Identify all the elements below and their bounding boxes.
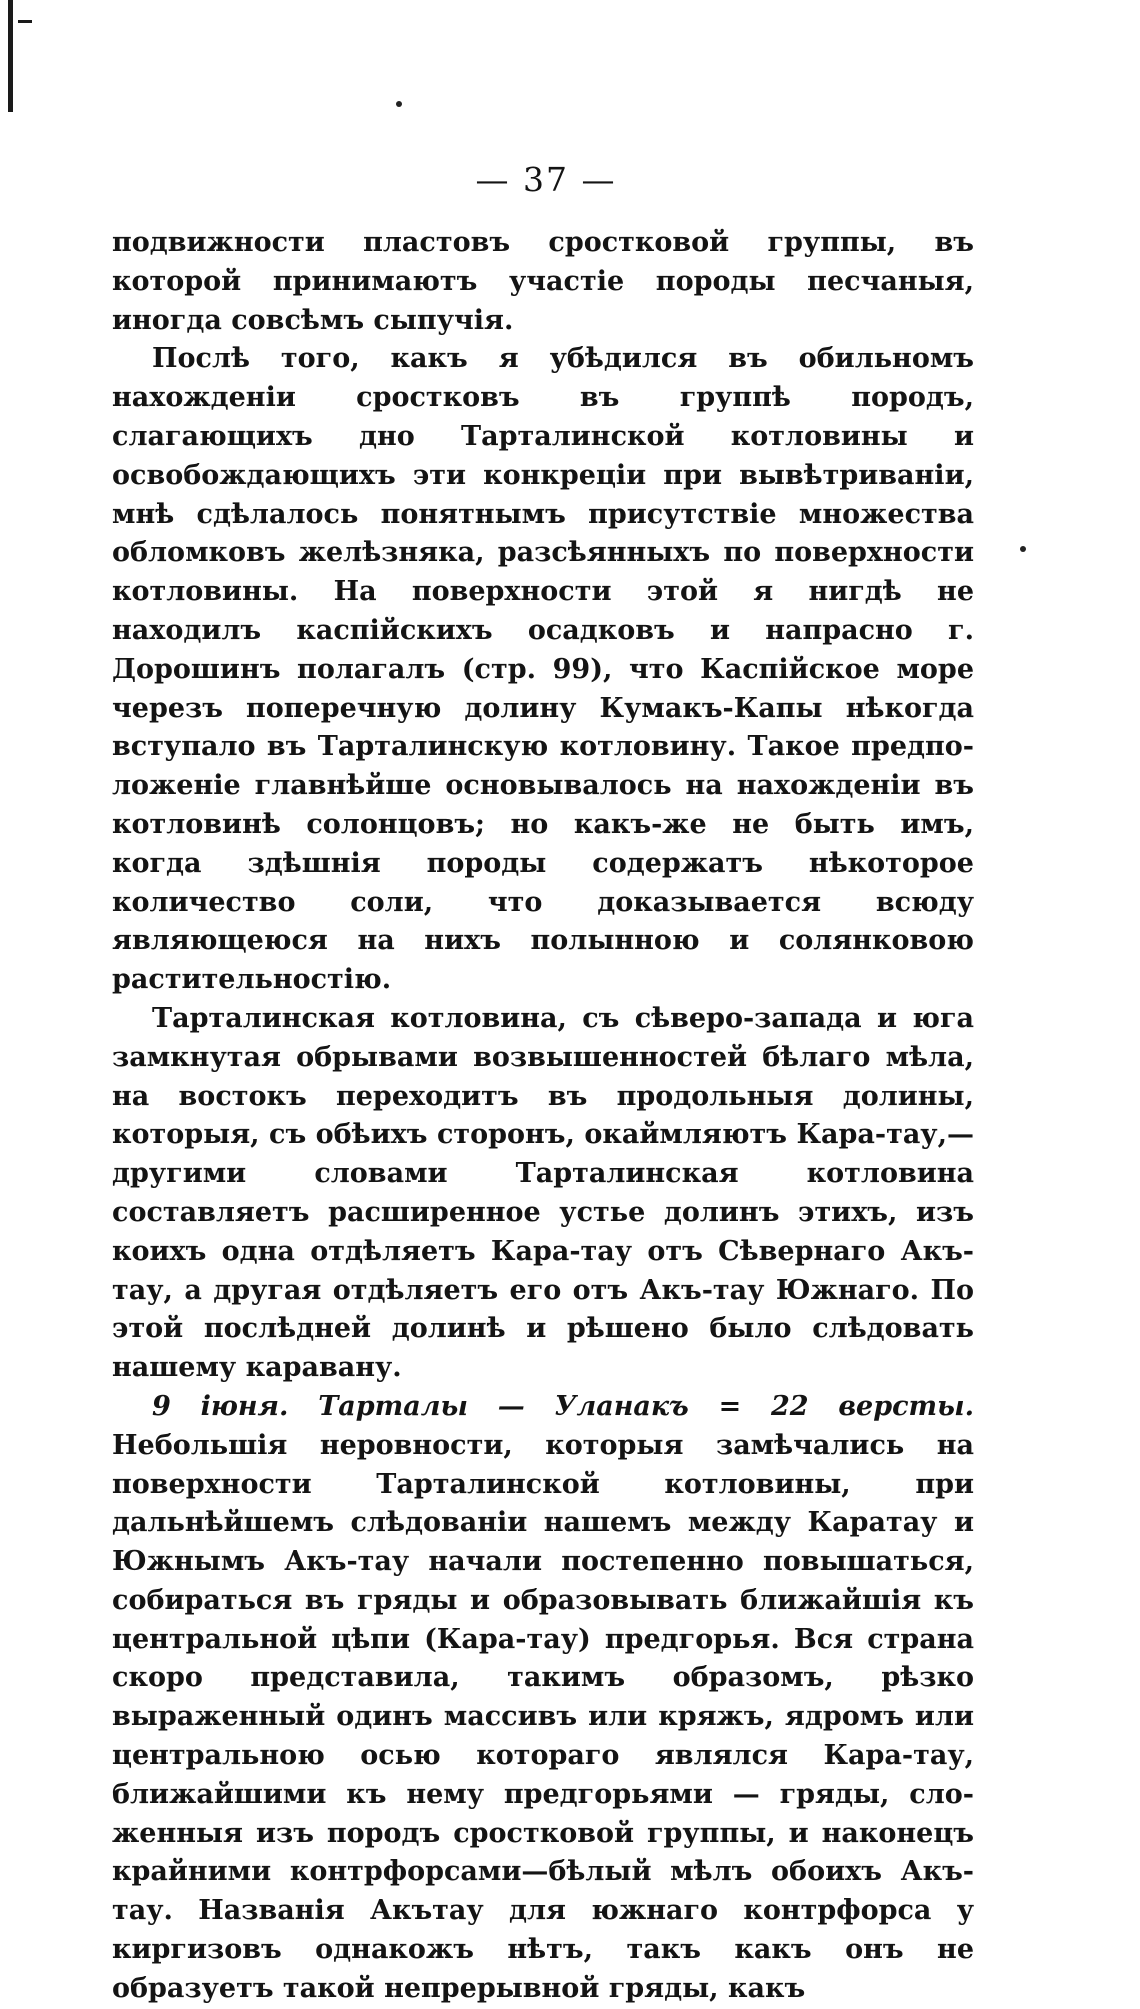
scan-edge-mark	[8, 0, 13, 112]
paragraph-2: Послѣ того, какъ я убѣдился въ обильномъ нахожденіи сростковъ въ группѣ породъ, слагающихъ дно Тарталинской котловины и освобождающихъ эти конкреціи при вывѣтриваніи, мнѣ сдѣлалось понятнымъ присутствіе множества обломковъ желѣзняка, разсѣянныхъ по поверхности котловины. На поверхности этой я нигдѣ не находилъ каспійскихъ осадковъ и напрасно г. Дорошинъ полагалъ (стр. 99), что Каспійское море черезъ поперечную долину Кумакъ-Капы нѣкогда вступало въ Тарталинскую котловину. Такое предположеніе главнѣйше основывалось на нахожденіи въ котловинѣ солонцовъ; но какъ-же не быть имъ, когда здѣшнія породы содержатъ нѣкоторое количество соли, что доказывается всюду являющеюся на нихъ полынною и солянковою растительностію.	[112, 343, 974, 996]
paragraph-4-text: Небольшія неровности, которыя замѣчались на поверхности Тарталинской котловины, при дальнѣйшемъ слѣдованіи нашемъ между Каратау и Южнымъ Акъ-тау начали постепенно повышаться, собираться въ гряды и образовывать ближайшія къ центральной цѣпи (Кара-тау) предгорья. Вся страна скоро представила, такимъ образомъ, рѣзко выраженный одинъ массивъ или кряжъ, ядромъ или центральною осью котораго являлся Кара-тау, ближайшими къ нему предгорьями — гряды, сложенныя изъ породъ сростковой группы, и наконецъ крайними контрфорсами—бѣлый мѣлъ обоихъ Акъ-тау. Названія Акътау для южнаго контрфорса у киргизовъ однакожъ нѣтъ, такъ какъ онъ не образуетъ такой непрерывной гряды, какъ	[112, 1429, 974, 2004]
page-number: — 37 —	[475, 160, 617, 199]
scan-speck	[396, 101, 402, 107]
paragraph-3: Тарталинская котловина, съ сѣверо-запада и юга замкнутая обрывами возвышенностей бѣлаго мѣла, на востокъ переходитъ въ продольныя долины, которыя, съ обѣихъ сторонъ, окаймляютъ Кара-тау,—другими словами Тарталинская котловина составляетъ расширенное устье долинъ этихъ, изъ коихъ одна отдѣляетъ Кара-тау отъ Сѣвернаго Акъ-тау, а другая отдѣляетъ его отъ Акъ-тау Южнаго. По этой послѣдней долинѣ и рѣшено было слѣдовать нашему каравану.	[112, 1002, 974, 1384]
book-page	[112, 160, 974, 2009]
scan-speck	[1020, 546, 1026, 552]
paragraph-4	[112, 1388, 974, 2009]
scan-tick-mark	[18, 20, 32, 23]
paragraph-1: подвижности пластовъ сростковой группы, въ которой принимаютъ участіе породы песчаныя, иногда совсѣмъ сыпучія.	[112, 227, 974, 336]
diary-date-heading: 9 іюня. Тарталы — Уланакъ = 22 версты.	[152, 1390, 974, 1422]
page-body	[112, 224, 974, 2009]
